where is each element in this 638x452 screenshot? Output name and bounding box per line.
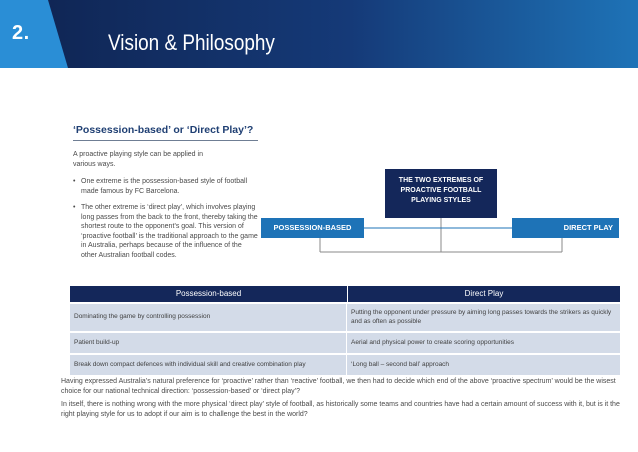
table-cell: ‘Long ball – second ball’ approach <box>347 355 620 375</box>
comparison-table <box>70 286 620 375</box>
column-header: Possession-based <box>70 286 347 302</box>
table-row <box>70 355 620 375</box>
bullet-item: • One extreme is the possession-based style of football made famous by FC Barcelona. <box>73 177 258 196</box>
table-cell: Aerial and physical power to create scoring opportunities <box>347 333 620 353</box>
table-cell: Patient build-up <box>70 333 346 353</box>
bullet-item: • The other extreme is ‘direct play’, which involves playing long passes from the back to the front, thereby taking the shortest route to the opponent’s goal. This version of ‘proactive football’ is the traditional approach to the game in Australia, perhaps because of the influence of the other Australian football codes. <box>73 203 258 260</box>
table-row <box>70 304 620 331</box>
column-header: Direct Play <box>347 286 620 302</box>
table-row <box>70 333 620 353</box>
section-heading: ‘Possession-based’ or ‘Direct Play’? <box>73 124 258 141</box>
conclusion-text <box>61 377 621 419</box>
table-cell: Break down compact defences with individual skill and creative combination play <box>70 355 346 375</box>
left-column <box>73 124 258 267</box>
paragraph: Having expressed Australia’s natural preference for ‘proactive’ rather than ‘reactive’ football, we then had to decide which end of the above ‘proactive spectrum’ would be the wisest choice for our national technical direction: ‘possession-based’ or ‘direct play’? <box>61 378 616 395</box>
possession-based-box: POSSESSION-BASED <box>261 218 364 238</box>
extremes-label-box: THE TWO EXTREMES OF PROACTIVE FOOTBALL PLAYING STYLES <box>385 169 497 218</box>
section-number: 2. <box>12 22 30 44</box>
table-cell: Dominating the game by controlling possession <box>70 304 346 331</box>
header-gradient <box>0 0 638 68</box>
table-cell: Putting the opponent under pressure by aiming long passes towards the strikers as quickly and as often as possible <box>347 304 620 331</box>
bullet-list <box>73 177 258 260</box>
header-banner <box>0 0 638 68</box>
direct-play-box: DIRECT PLAY <box>512 218 619 238</box>
page-title: Vision & Philosophy <box>108 30 275 55</box>
intro-text: A proactive playing style can be applied in various ways. <box>73 151 203 168</box>
paragraph: In itself, there is nothing wrong with the more physical ‘direct play’ style of football, as historically some teams and countries have had a certain amount of success with it, but is it the right playing style for us to adopt if our aim is to challenge the best in the world? <box>61 401 620 418</box>
header-background <box>0 0 638 68</box>
table-header <box>70 286 620 302</box>
